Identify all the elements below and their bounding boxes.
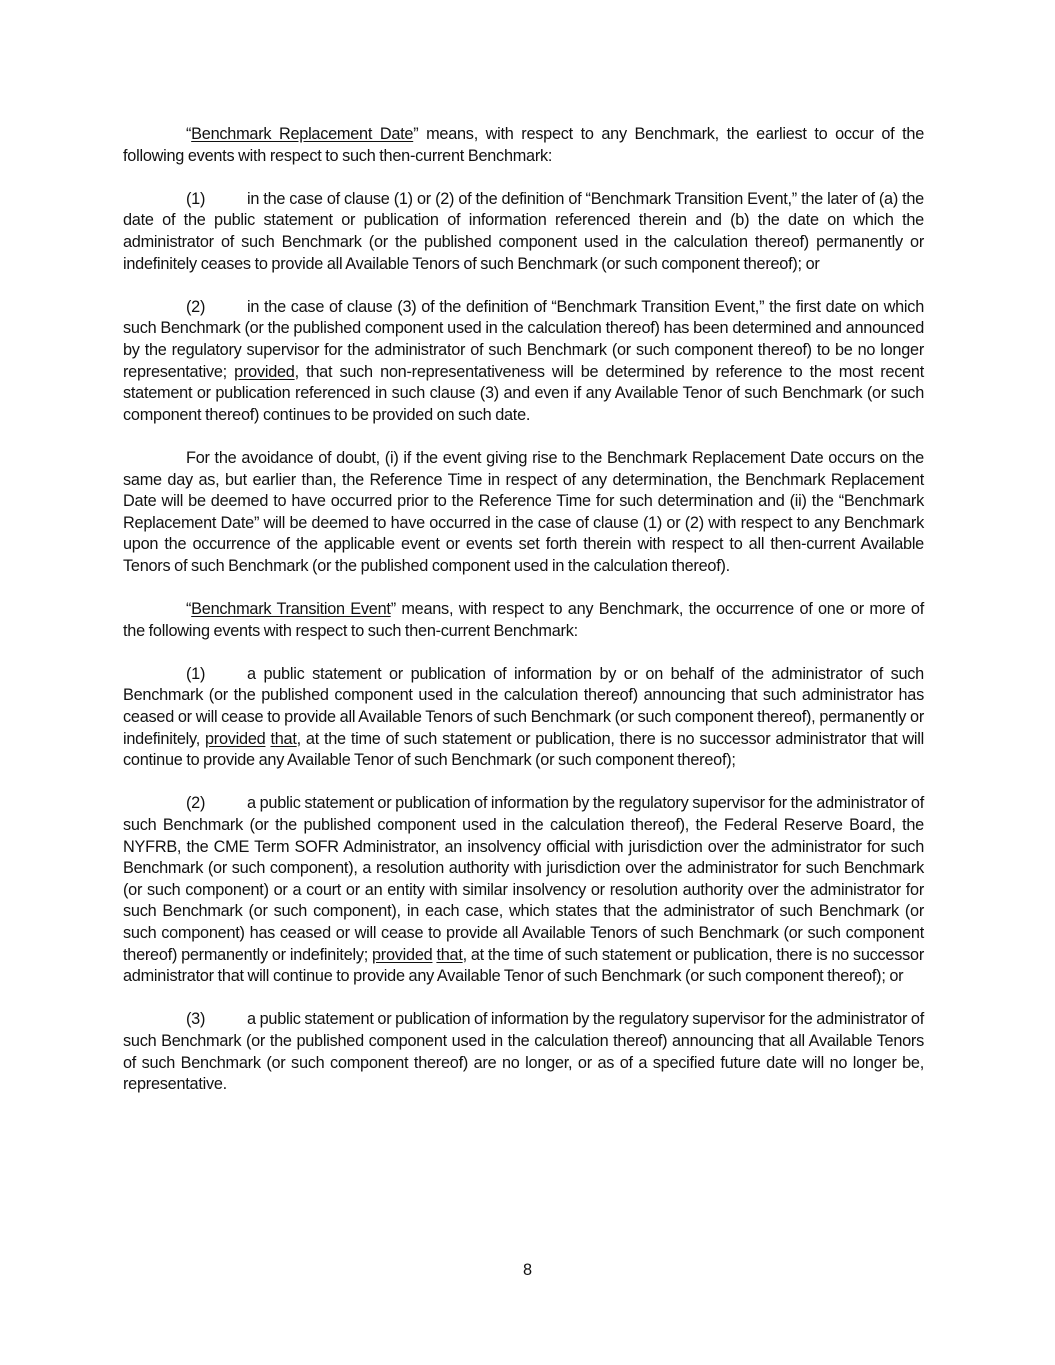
that-term: that [270,729,297,748]
definition-benchmark-replacement-date [123,124,924,167]
clause-text: , that such non-representativeness will be determined by reference to the most recent statement or publication referenced in such clause (3) and even if any Available Tenor of such Benchmark (or such component thereof) continues to be provided on such date. [123,362,924,424]
avoidance-of-doubt-paragraph [123,448,924,578]
clause-item-1 [123,189,924,275]
clause-item-2 [123,297,924,427]
page-number: 8 [522,1261,533,1279]
clause-text: a public statement or publication of information by the regulatory supervisor for the administrator of such Benchmark (or the published component used in the calculation thereof) announcing that all Available Tenors of such Benchmark (or such component thereof) are no longer, or as of a specified future date will no longer be, representative. [123,1010,924,1094]
paragraph-text: For the avoidance of doubt, (i) if the event giving rise to the Benchmark Replacement Date occurs on the same day as, but earlier than, the Reference Time in respect of any determination, the Benchmark Replacement Date will be deemed to have occurred prior to the Reference Time for such determination and (ii) the “Benchmark Replacement Date” will be deemed to have occurred in the case of clause (1) or (2) with respect to any Benchmark upon the occurrence of the applicable event or events set forth therein with respect to all then-current Available Tenors of such Benchmark (or the published component used in the calculation thereof). [123,448,924,575]
event-item-1 [123,664,924,772]
open-quote: “ [186,125,192,143]
clause-text: a public statement or publication of information by the regulatory supervisor for the administrator of such Benchmark (or the published component used in the calculation thereof), the Federal Reserve Board, the NYFRB, the CME Term SOFR Administrator, an insolvency official with jurisdiction over the administrator for such Benchmark (or such component), a resolution authority with jurisdiction over the administrator for such Benchmark (or such component) or a court or an entity with similar insolvency or resolution authority over the administrator for such Benchmark (or such component), in each case, which states that the administrator of such Benchmark (or such component) has ceased or will cease to provide all Available Tenors of such Benchmark (or such component thereof) permanently or indefinitely; [123,794,924,964]
clause-number: (2) [186,297,206,316]
clause-number: (3) [186,1010,206,1029]
event-item-3 [123,1009,924,1095]
definition-text: ” means, with respect to any Benchmark, the earliest to occur of the following events with respect to such then-current Benchmark: [123,125,925,165]
clause-text: , at the time of such statement or publication, there is no successor administrator that will continue to provide any Available Tenor of such Benchmark (or such component thereof); [123,729,924,770]
provided-term: provided [205,729,266,748]
definition-text: ” means, with respect to any Benchmark, the occurrence of one or more of the following events with respect to such then-current Benchmark: [123,600,924,640]
document-page [123,124,924,1117]
clause-text: in the case of clause (3) of the definition of “Benchmark Transition Event,” the first date on which such Benchmark (or the published component used in the calculation thereof) has been determined and announced by the regulatory supervisor for the administrator of such Benchmark (or such component thereof) to be no longer representative; [123,297,924,381]
provided-term: provided [234,362,295,381]
definition-benchmark-transition-event [123,599,924,642]
defined-term: Benchmark Replacement Date [191,125,414,143]
clause-text: , at the time of such statement or publication, there is no successor administrator that will continue to provide any Available Tenor of such Benchmark (or such component thereof); or [123,945,924,986]
provided-term: provided [372,945,433,964]
open-quote: “ [186,600,192,619]
clause-text: a public statement or publication of information by or on behalf of the administrator of such Benchmark (or the published component used in the calculation thereof) announcing that such administrator has ceased or will cease to provide all Available Tenors of such Benchmark (or such component thereof), permanently or indefinitely, [123,664,924,748]
clause-number: (1) [186,189,206,208]
clause-number: (2) [186,794,206,813]
clause-number: (1) [186,664,206,683]
defined-term: Benchmark Transition Event [191,600,391,619]
that-term: that [436,945,463,964]
event-item-2 [123,793,924,987]
clause-text: in the case of clause (1) or (2) of the definition of “Benchmark Transition Event,” the later of (a) the date of the public statement or publication of information referenced therein and (b) the date on which the administrator of such Benchmark (or the published component used in the calculation thereof) permanently or indefinitely ceases to provide all Available Tenors of such Benchmark (or such component thereof); or [123,189,924,273]
